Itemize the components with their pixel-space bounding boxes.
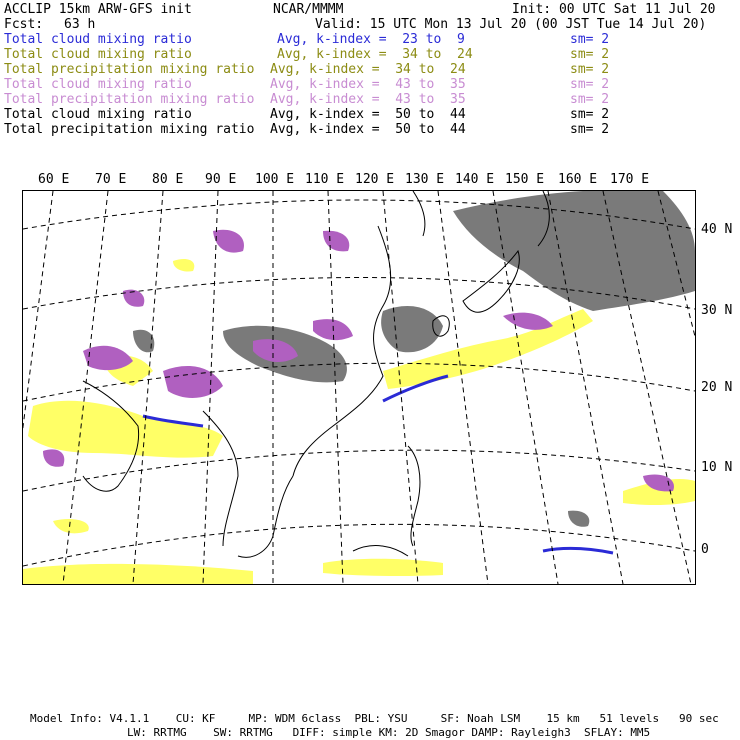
field-smoothing: sm= 2 bbox=[570, 47, 610, 62]
field-smoothing: sm= 2 bbox=[570, 92, 610, 107]
field-name: Total precipitation mixing ratio bbox=[4, 92, 255, 107]
model-info-line2: LW: RRTMG SW: RRTMG DIFF: simple KM: 2D Smagor DAMP: Rayleigh3 SFLAY: MM5 bbox=[127, 726, 651, 739]
lon-label: 60 E bbox=[38, 172, 70, 187]
lon-label: 130 E bbox=[405, 172, 445, 187]
field-smoothing: sm= 2 bbox=[570, 77, 610, 92]
field-smoothing: sm= 2 bbox=[570, 62, 610, 77]
model-info-line1: Model Info: V4.1.1 CU: KF MP: WDM 6class PBL: YSU SF: Noah LSM 15 km 51 levels 90 sec bbox=[30, 712, 719, 725]
fcst-value: 63 h bbox=[64, 17, 96, 32]
lon-label: 160 E bbox=[558, 172, 598, 187]
field-name: Total precipitation mixing ratio bbox=[4, 62, 255, 77]
fcst-label: Fcst: bbox=[4, 17, 44, 32]
lat-label: 40 N bbox=[701, 222, 733, 237]
field-smoothing: sm= 2 bbox=[570, 107, 610, 122]
model-title: ACCLIP 15km ARW-GFS init bbox=[4, 2, 192, 17]
field-avg: Avg, k-index = 43 to 35 bbox=[270, 77, 466, 92]
lon-label: 140 E bbox=[455, 172, 495, 187]
lon-label: 90 E bbox=[205, 172, 237, 187]
lat-label: 30 N bbox=[701, 303, 733, 318]
field-name: Total cloud mixing ratio bbox=[4, 32, 192, 47]
field-avg: Avg, k-index = 50 to 44 bbox=[270, 122, 466, 137]
lon-label: 70 E bbox=[95, 172, 127, 187]
field-avg: Avg, k-index = 43 to 35 bbox=[270, 92, 466, 107]
field-name: Total precipitation mixing ratio bbox=[4, 122, 255, 137]
field-name: Total cloud mixing ratio bbox=[4, 77, 192, 92]
field-smoothing: sm= 2 bbox=[570, 32, 610, 47]
lon-label: 170 E bbox=[610, 172, 650, 187]
lon-label: 110 E bbox=[305, 172, 345, 187]
init-time: Init: 00 UTC Sat 11 Jul 20 bbox=[512, 2, 716, 17]
field-avg: Avg, k-index = 34 to 24 bbox=[270, 62, 466, 77]
lon-label: 150 E bbox=[505, 172, 545, 187]
lat-label: 0 bbox=[701, 542, 709, 557]
field-avg: Avg, k-index = 23 to 9 bbox=[277, 32, 465, 47]
center-label: NCAR/MMMM bbox=[273, 2, 344, 17]
field-avg: Avg, k-index = 50 to 44 bbox=[270, 107, 466, 122]
valid-time: Valid: 15 UTC Mon 13 Jul 20 (00 JST Tue 14 Jul 20) bbox=[315, 17, 707, 32]
lon-label: 80 E bbox=[152, 172, 184, 187]
field-name: Total cloud mixing ratio bbox=[4, 107, 192, 122]
lat-label: 10 N bbox=[701, 460, 733, 475]
lat-label: 20 N bbox=[701, 380, 733, 395]
field-avg: Avg, k-index = 34 to 24 bbox=[277, 47, 473, 62]
lon-label: 120 E bbox=[355, 172, 395, 187]
field-name: Total cloud mixing ratio bbox=[4, 47, 192, 62]
forecast-map bbox=[22, 190, 696, 585]
lon-label: 100 E bbox=[255, 172, 295, 187]
map-canvas bbox=[23, 191, 695, 584]
low-cloud-layer bbox=[143, 376, 613, 553]
field-smoothing: sm= 2 bbox=[570, 122, 610, 137]
